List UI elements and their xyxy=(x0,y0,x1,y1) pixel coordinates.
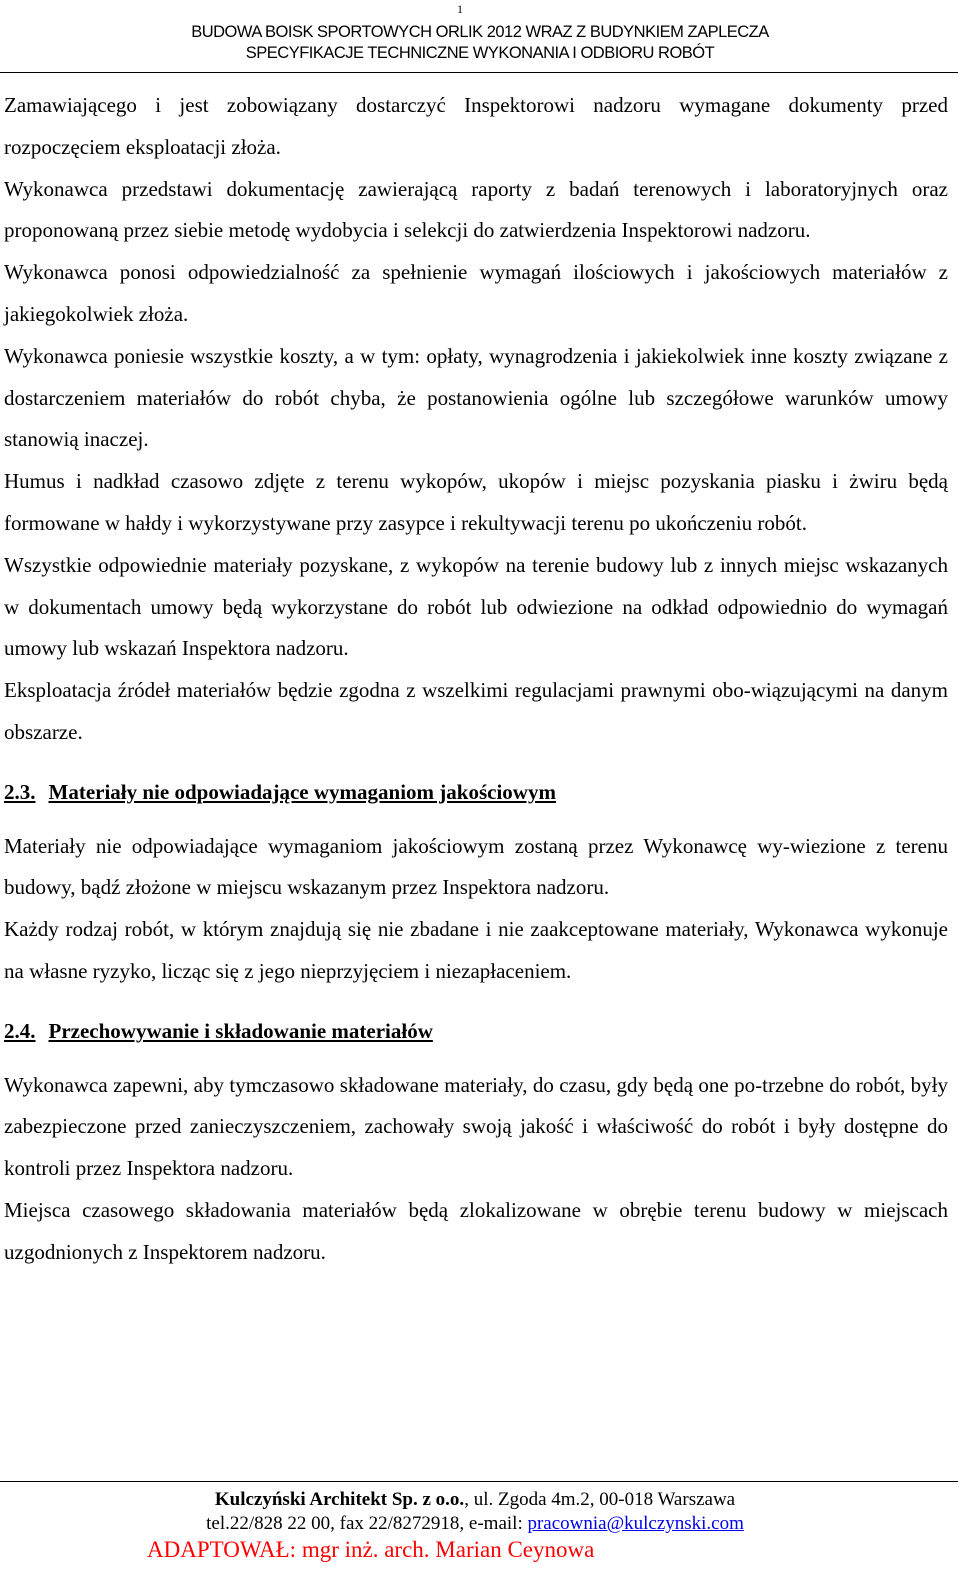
page-number: 1 xyxy=(457,2,463,16)
document-body xyxy=(4,85,948,1274)
paragraph: Humus i nadkład czasowo zdjęte z terenu wykopów, ukopów i miejsc pozyskania piasku i żwiru będą formowane w hałdy i wykorzystywane przy zasypce i rekultywacji terenu po ukończeniu robót. xyxy=(4,469,948,535)
document-footer xyxy=(147,1488,800,1564)
footer-company-line xyxy=(150,1488,800,1512)
spacer xyxy=(4,754,948,772)
spacer xyxy=(4,993,948,1011)
paragraph: Materiały nie odpowiadające wymaganiom jakościowym zostaną przez Wykonawcę wy-wiezione z terenu budowy, bądź złożone w miejscu wskazanym przez Inspektora nadzoru. xyxy=(4,833,948,900)
footer-contact-line xyxy=(150,1512,800,1536)
header-divider xyxy=(0,72,958,73)
paragraph: Wykonawca poniesie wszystkie koszty, a w tym: opłaty, wynagrodzenia i jakiekolwiek inne koszty związane z dostarczeniem materiałów do robót chyba, że postanowienia ogólne lub szczegółowe warunków umowy stanowią inaczej. xyxy=(4,343,948,452)
footer-email-link[interactable]: pracownia@kulczynski.com xyxy=(527,1513,744,1534)
footer-company-name: Kulczyński Architekt Sp. z o.o. xyxy=(214,1489,465,1510)
spacer xyxy=(4,1053,948,1065)
header-spec-title: SPECYFIKACJE TECHNICZNE WYKONANIA I ODBIORU ROBÓT xyxy=(245,44,715,62)
paragraph: Miejsca czasowego składowania materiałów będą zlokalizowane w obrębie terenu budowy w miejscach uzgodnionych z Inspektorem nadzoru. xyxy=(4,1197,948,1264)
section-number: 2.4. xyxy=(4,1018,36,1043)
paragraph: Wszystkie odpowiednie materiały pozyskane, z wykopów na terenie budowy lub z innych miejsc wskazanych w dokumentach umowy będą wykorzystane do robót lub odwiezione na odkład odpowiednio do wymagań umowy lub wskazań Inspektora nadzoru. xyxy=(4,552,948,661)
section-title: Materiały nie odpowiadające wymaganiom jakościowym xyxy=(48,779,556,804)
section-title: Przechowywanie i składowanie materiałów xyxy=(48,1018,433,1043)
section-heading-2-3 xyxy=(4,772,948,814)
section-number: 2.3. xyxy=(4,779,36,804)
document-header xyxy=(0,22,960,64)
paragraph: Każdy rodzaj robót, w którym znajdują się nie zbadane i nie zaakceptowane materiały, Wykonawca wykonuje na własne ryzyko, licząc się z jego nieprzyjęciem i niezapłaceniem. xyxy=(4,917,948,983)
paragraph: Wykonawca zapewni, aby tymczasowo składowane materiały, do czasu, gdy będą one po-trzebne do robót, były zabezpieczone przed zanieczyszczeniem, zachowały swoją jakość i właściwość do robót i były dostępne do kontroli przez Inspektora nadzoru. xyxy=(4,1072,948,1181)
footer-adapted-by: ADAPTOWAŁ: mgr inż. arch. Marian Ceynowa xyxy=(147,1537,595,1562)
paragraph: Eksploatacja źródeł materiałów będzie zgodna z wszelkimi regulacjami prawnymi obo-wiązującymi na danym obszarze. xyxy=(4,678,948,744)
footer-divider xyxy=(0,1481,958,1482)
spacer xyxy=(4,814,948,826)
footer-phone-fax: tel.22/828 22 00, fax 22/8272918, e-mail: xyxy=(206,1513,528,1534)
section-heading-2-4 xyxy=(4,1011,948,1053)
footer-address: , ul. Zgoda 4m.2, 00-018 Warszawa xyxy=(464,1489,736,1510)
paragraph: Wykonawca ponosi odpowiedzialność za spełnienie wymagań ilościowych i jakościowych materiałów z jakiegokolwiek złoża. xyxy=(4,260,948,326)
paragraph: Wykonawca przedstawi dokumentację zawierającą raporty z badań terenowych i laboratoryjnych oraz proponowaną przez siebie metodę wydobycia i selekcji do zatwierdzenia Inspektorowi nadzoru. xyxy=(4,176,948,243)
paragraph: Zamawiającego i jest zobowiązany dostarczyć Inspektorowi nadzoru wymagane dokumenty przed rozpoczęciem eksploatacji złoża. xyxy=(4,93,948,159)
header-project-title: BUDOWA BOISK SPORTOWYCH ORLIK 2012 WRAZ Z BUDYNKIEM ZAPLECZA xyxy=(191,23,769,41)
